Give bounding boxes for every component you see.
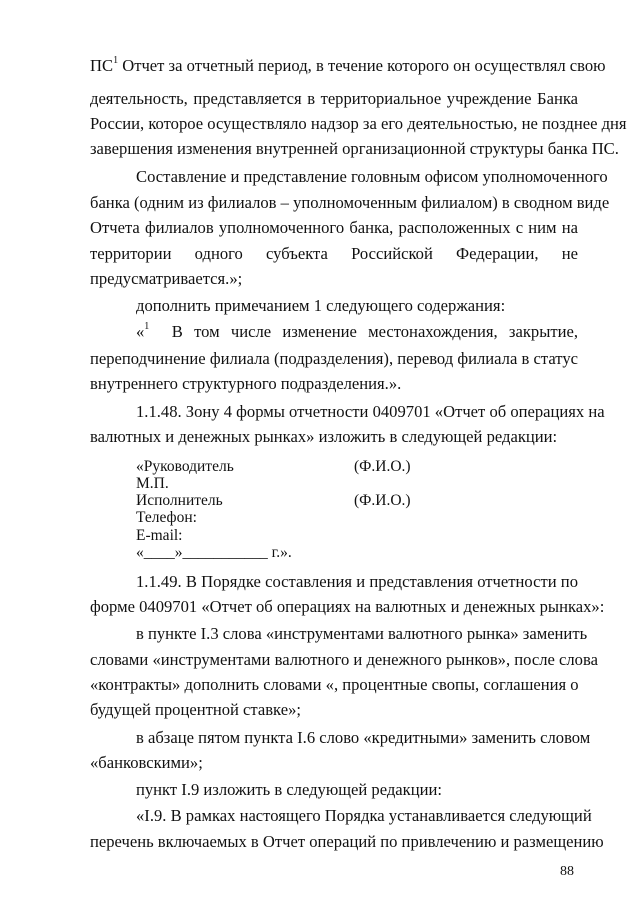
paragraph-line: деятельность, представляется в территориальное учреждение Банка — [90, 89, 578, 108]
zone4-date: «____»___________ г.». — [136, 544, 292, 561]
page-number: 88 — [560, 864, 574, 879]
zone4-stamp: М.П. — [136, 475, 169, 492]
zone4-head-label: «Руководитель — [136, 458, 234, 475]
paragraph-line: 1.1.49. В Порядке составления и представления отчетности по — [136, 572, 578, 591]
paragraph-line: России, которое осуществляло надзор за его деятельностью, не позднее дня — [90, 114, 627, 133]
paragraph-line: валютных и денежных рынках» изложить в следующей редакции: — [90, 427, 558, 446]
paragraph-line: внутреннего структурного подразделения.». — [90, 374, 402, 393]
zone4-head-fio: (Ф.И.О.) — [354, 458, 411, 475]
paragraph-line: дополнить примечанием 1 следующего содержания: — [136, 296, 506, 315]
zone4-exec-fio: (Ф.И.О.) — [354, 492, 411, 509]
paragraph-line: в абзаце пятом пункта I.6 слово «кредитными» заменить словом — [136, 728, 591, 747]
paragraph-line: $ПС^1$ Отчет за отчетный период, в течение которого он осуществлял свою — [90, 55, 606, 75]
zone4-exec-label: Исполнитель — [136, 492, 223, 509]
paragraph-line: словами «инструментами валютного и денежного рынков», после слова — [90, 650, 598, 669]
paragraph-line: «банковскими»; — [90, 753, 203, 772]
paragraph-line: 1.1.48. Зону 4 формы отчетности 0409701 «Отчет об операциях на — [136, 402, 605, 421]
zone4-email: E-mail: — [136, 527, 183, 544]
paragraph-line: территории одного субъекта Российской Федерации, не — [90, 244, 578, 263]
paragraph-line: «I.9. В рамках настоящего Порядка устанавливается следующий — [136, 806, 592, 825]
paragraph-line: форме 0409701 «Отчет об операциях на валютных и денежных рынках»: — [90, 597, 605, 616]
paragraph-line: «$^1$ В том числе изменение местонахождения, закрытие, — [136, 321, 578, 341]
zone4-phone: Телефон: — [136, 509, 197, 526]
paragraph-line: перечень включаемых в Отчет операций по привлечению и размещению — [90, 832, 604, 851]
paragraph-line: в пункте I.3 слова «инструментами валютного рынка» заменить — [136, 624, 588, 643]
paragraph-line: переподчинение филиала (подразделения), перевод филиала в статус — [90, 349, 578, 368]
paragraph-line: «контракты» дополнить словами «, процентные свопы, соглашения о — [90, 675, 579, 694]
paragraph-line: завершения изменения внутренней организационной структуры банка ПС. — [90, 139, 619, 158]
paragraph-line: банка (одним из филиалов – уполномоченным филиалом) в сводном виде — [90, 193, 610, 212]
paragraph-line: Составление и представление головным офисом уполномоченного — [136, 167, 608, 186]
paragraph-line: пункт I.9 изложить в следующей редакции: — [136, 780, 442, 799]
paragraph-line: предусматривается.»; — [90, 269, 243, 288]
paragraph-line: Отчета филиалов уполномоченного банка, расположенных с ним на — [90, 218, 578, 237]
paragraph-line: будущей процентной ставке»; — [90, 700, 301, 719]
